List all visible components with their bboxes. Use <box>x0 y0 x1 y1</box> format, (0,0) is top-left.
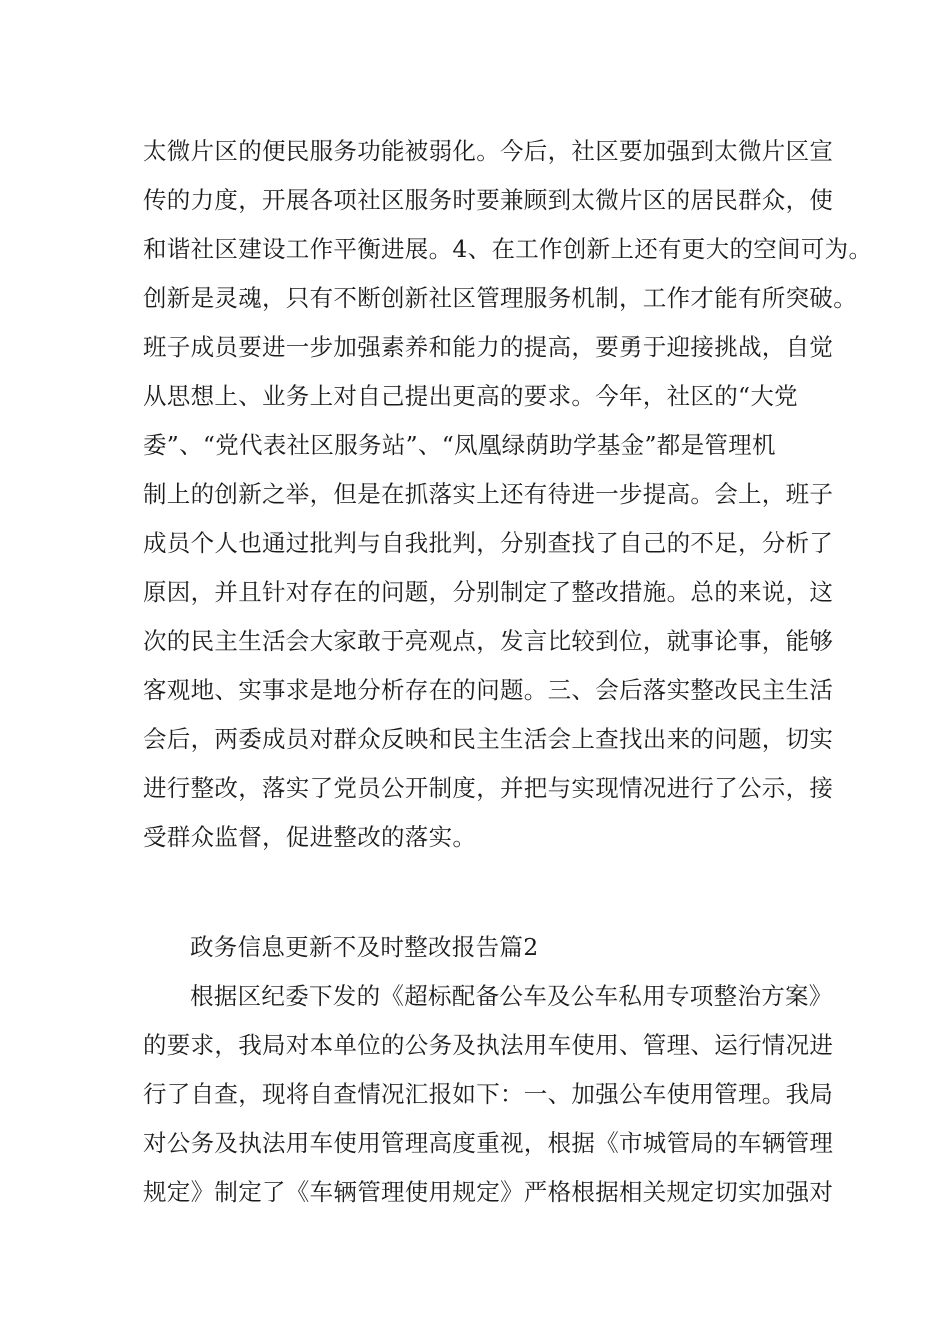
text-line: 会后，两委成员对群众反映和民主生活会上查找出来的问题，切实 <box>143 725 834 753</box>
text-line: 太微片区的便民服务功能被弱化。今后，社区要加强到太微片区宣 <box>143 137 834 165</box>
text-line: 根据区纪委下发的《超标配备公车及公车私用专项整治方案》 <box>190 982 833 1010</box>
text-line: 对公务及执法用车使用管理高度重视，根据《市城管局的车辆管理 <box>143 1129 834 1157</box>
text-line: 传的力度，开展各项社区服务时要兼顾到太微片区的居民群众，使 <box>143 186 834 214</box>
text-line: 成员个人也通过批判与自我批判，分别查找了自己的不足，分析了 <box>143 529 834 557</box>
text-line: 原因，并且针对存在的问题，分别制定了整改措施。总的来说，这 <box>143 578 834 606</box>
text-line: 班子成员要进一步加强素养和能力的提高，要勇于迎接挑战，自觉 <box>143 333 834 361</box>
text-line: 客观地、实事求是地分析存在的问题。三、会后落实整改民主生活 <box>143 676 834 704</box>
text-line: 委”、“党代表社区服务站”、“凤凰绿荫助学基金”都是管理机 <box>143 431 776 459</box>
text-line: 和谐社区建设工作平衡进展。4、在工作创新上还有更大的空间可为。 <box>143 235 873 263</box>
text-line: 创新是灵魂，只有不断创新社区管理服务机制，工作才能有所突破。 <box>143 284 857 312</box>
text-line: 进行整改，落实了党员公开制度，并把与实现情况进行了公示，接 <box>143 774 834 802</box>
text-line: 的要求，我局对本单位的公务及执法用车使用、管理、运行情况进 <box>143 1031 834 1059</box>
text-line: 行了自查，现将自查情况汇报如下：一、加强公车使用管理。我局 <box>143 1080 834 1108</box>
text-line: 受群众监督，促进整改的落实。 <box>143 823 477 851</box>
text-line: 制上的创新之举，但是在抓落实上还有待进一步提高。会上，班子 <box>143 480 834 508</box>
section-heading: 政务信息更新不及时整改报告篇2 <box>190 933 539 961</box>
text-line: 次的民主生活会大家敢于亮观点，发言比较到位，就事论事，能够 <box>143 627 834 655</box>
text-line: 规定》制定了《车辆管理使用规定》严格根据相关规定切实加强对 <box>143 1178 834 1206</box>
text-line: 从思想上、业务上对自己提出更高的要求。今年，社区的“大党 <box>143 382 798 410</box>
